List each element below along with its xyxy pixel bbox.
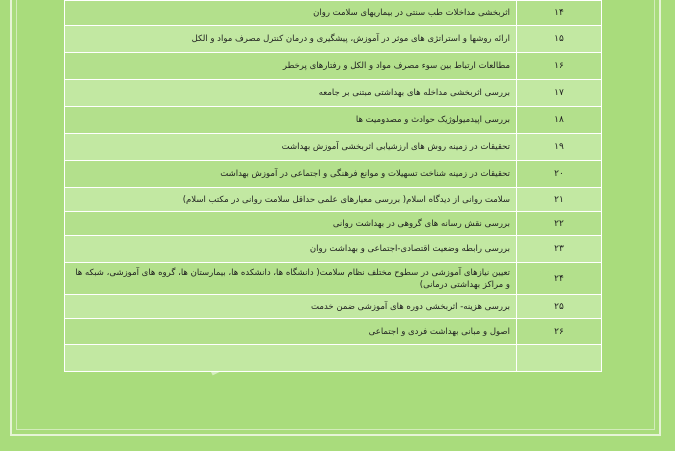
table-row — [65, 26, 602, 53]
table-row — [65, 134, 602, 161]
row-number: ۲۰ — [517, 161, 602, 188]
row-title: اثربخشی مداخلات طب سنتی در بیماریهای سلامت روان — [65, 1, 517, 26]
table-row — [65, 236, 602, 263]
row-title: بررسی اثربخشی مداخله های بهداشتی مبتنی بر جامعه — [65, 80, 517, 107]
row-number: ۲۶ — [517, 319, 602, 345]
table-row — [65, 295, 602, 319]
row-number: ۲۳ — [517, 236, 602, 263]
table-row — [65, 53, 602, 80]
row-number: ۱۴ — [517, 1, 602, 26]
row-title: تعیین نیازهای آموزشی در سطوح مختلف نظام سلامت( دانشگاه ها، دانشکده ها، بیمارستان ها، گروه های آموزشی، شبکه ها و مراکز بهداشتی درمانی) — [65, 263, 517, 295]
row-title: بررسی رابطه وضعیت اقتصادی-اجتماعی و بهداشت روان — [65, 236, 517, 263]
row-title: تحقیقات در زمینه شناخت تسهیلات و موانع فرهنگی و اجتماعی در آموزش بهداشت — [65, 161, 517, 188]
table-row — [65, 80, 602, 107]
row-number: ۱۹ — [517, 134, 602, 161]
row-number: ۱۷ — [517, 80, 602, 107]
table-row — [65, 188, 602, 212]
row-number: ۲۱ — [517, 188, 602, 212]
table-row — [65, 107, 602, 134]
row-title: بررسی نقش رسانه های گروهی در بهداشت روانی — [65, 212, 517, 236]
row-title: اصول و مبانی بهداشت فردی و اجتماعی — [65, 319, 517, 345]
row-number: ۱۵ — [517, 26, 602, 53]
row-number: ۱۶ — [517, 53, 602, 80]
row-number: ۲۲ — [517, 212, 602, 236]
row-title: مطالعات ارتباط بین سوء مصرف مواد و الکل و رفتارهای پرخطر — [65, 53, 517, 80]
row-title: بررسی هزینه- اثربخشی دوره های آموزشی ضمن خدمت — [65, 295, 517, 319]
row-number: ۲۵ — [517, 295, 602, 319]
table-row — [65, 161, 602, 188]
table-row — [65, 212, 602, 236]
row-number: ۲۴ — [517, 263, 602, 295]
row-number: ۱۸ — [517, 107, 602, 134]
row-title — [65, 345, 517, 372]
table-row — [65, 263, 602, 295]
table-row — [65, 319, 602, 345]
row-title: بررسی اپیدمیولوژیک حوادث و مصدومیت ها — [65, 107, 517, 134]
row-title: سلامت روانی از دیدگاه اسلام( بررسی معیارهای علمی حداقل سلامت روانی در مکتب اسلام) — [65, 188, 517, 212]
row-title: ارائه روشها و استراتژی های موثر در آموزش، پیشگیری و درمان کنترل مصرف مواد و الکل — [65, 26, 517, 53]
row-title: تحقیقات در زمینه روش های ارزشیابی اثربخشی آموزش بهداشت — [65, 134, 517, 161]
research-topics-table — [64, 0, 602, 372]
table-row — [65, 1, 602, 26]
table-row-empty — [65, 345, 602, 372]
row-number — [517, 345, 602, 372]
